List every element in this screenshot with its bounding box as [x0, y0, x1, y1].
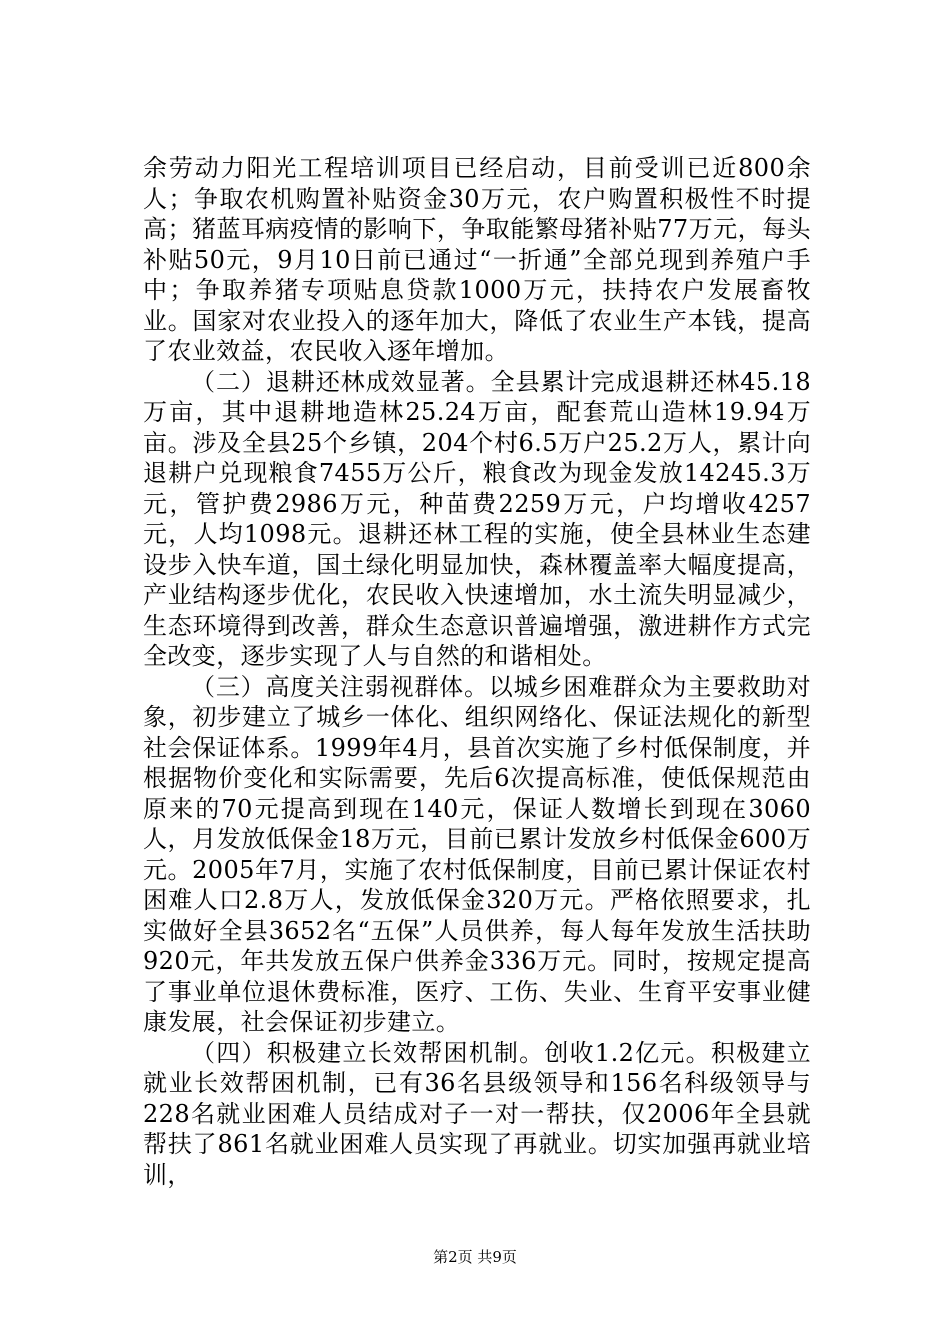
- paragraph-2: （二）退耕还林成效显著。全县累计完成退耕还林45.18万亩，其中退耕地造林25.24万亩，配套荒山造林19.94万亩。涉及全县25个乡镇，204个村6.5万户25.2万人，累计向退耕户兑现粮食7455万公斤，粮食改为现金发放14245.3万元，管护费2986万元，种苗费2259万元，户均增收4257元，人均1098元。退耕还林工程的实施，使全县林业生态建设步入快车道，国土绿化明显加快，森林覆盖率大幅度提高，产业结构逐步优化，农民收入快速增加，水土流失明显减少，生态环境得到改善，群众生态意识普遍增强，激进耕作方式完全改变，逐步实现了人与自然的和谐相处。: [143, 367, 811, 670]
- page-number-footer: 第2页 共9页: [433, 1248, 517, 1266]
- document-body: [143, 153, 811, 1190]
- paragraph-4: （四）积极建立长效帮困机制。创收1.2亿元。积极建立就业长效帮困机制，已有36名县级领导和156名科级领导与228名就业困难人员结成对子一对一帮扶，仅2006年全县就帮扶了861名就业困难人员实现了再就业。切实加强再就业培训，: [143, 1038, 811, 1189]
- paragraph-3: （三）高度关注弱视群体。以城乡困难群众为主要救助对象，初步建立了城乡一体化、组织网络化、保证法规化的新型社会保证体系。1999年4月，县首次实施了乡村低保制度，并根据物价变化和实际需要，先后6次提高标准，使低保规范由原来的70元提高到现在140元，保证人数增长到现在3060人，月发放低保金18万元，目前已累计发放乡村低保金600万元。2005年7月，实施了农村低保制度，目前已累计保证农村困难人口2.8万人，发放低保金320万元。严格依照要求，扎实做好全县3652名“五保”人员供养，每人每年发放生活扶助920元，年共发放五保户供养金336万元。同时，按规定提高了事业单位退休费标准，医疗、工伤、失业、生育平安事业健康发展，社会保证初步建立。: [143, 672, 811, 1036]
- paragraph-1: 余劳动力阳光工程培训项目已经启动，目前受训已近800余人；争取农机购置补贴资金30万元，农户购置积极性不时提高；猪蓝耳病疫情的影响下，争取能繁母猪补贴77万元，每头补贴50元，9月10日前已通过“一折通”全部兑现到养殖户手中；争取养猪专项贴息贷款1000万元，扶持农户发展畜牧业。国家对农业投入的逐年加大，降低了农业生产本钱，提高了农业效益，农民收入逐年增加。: [143, 154, 811, 365]
